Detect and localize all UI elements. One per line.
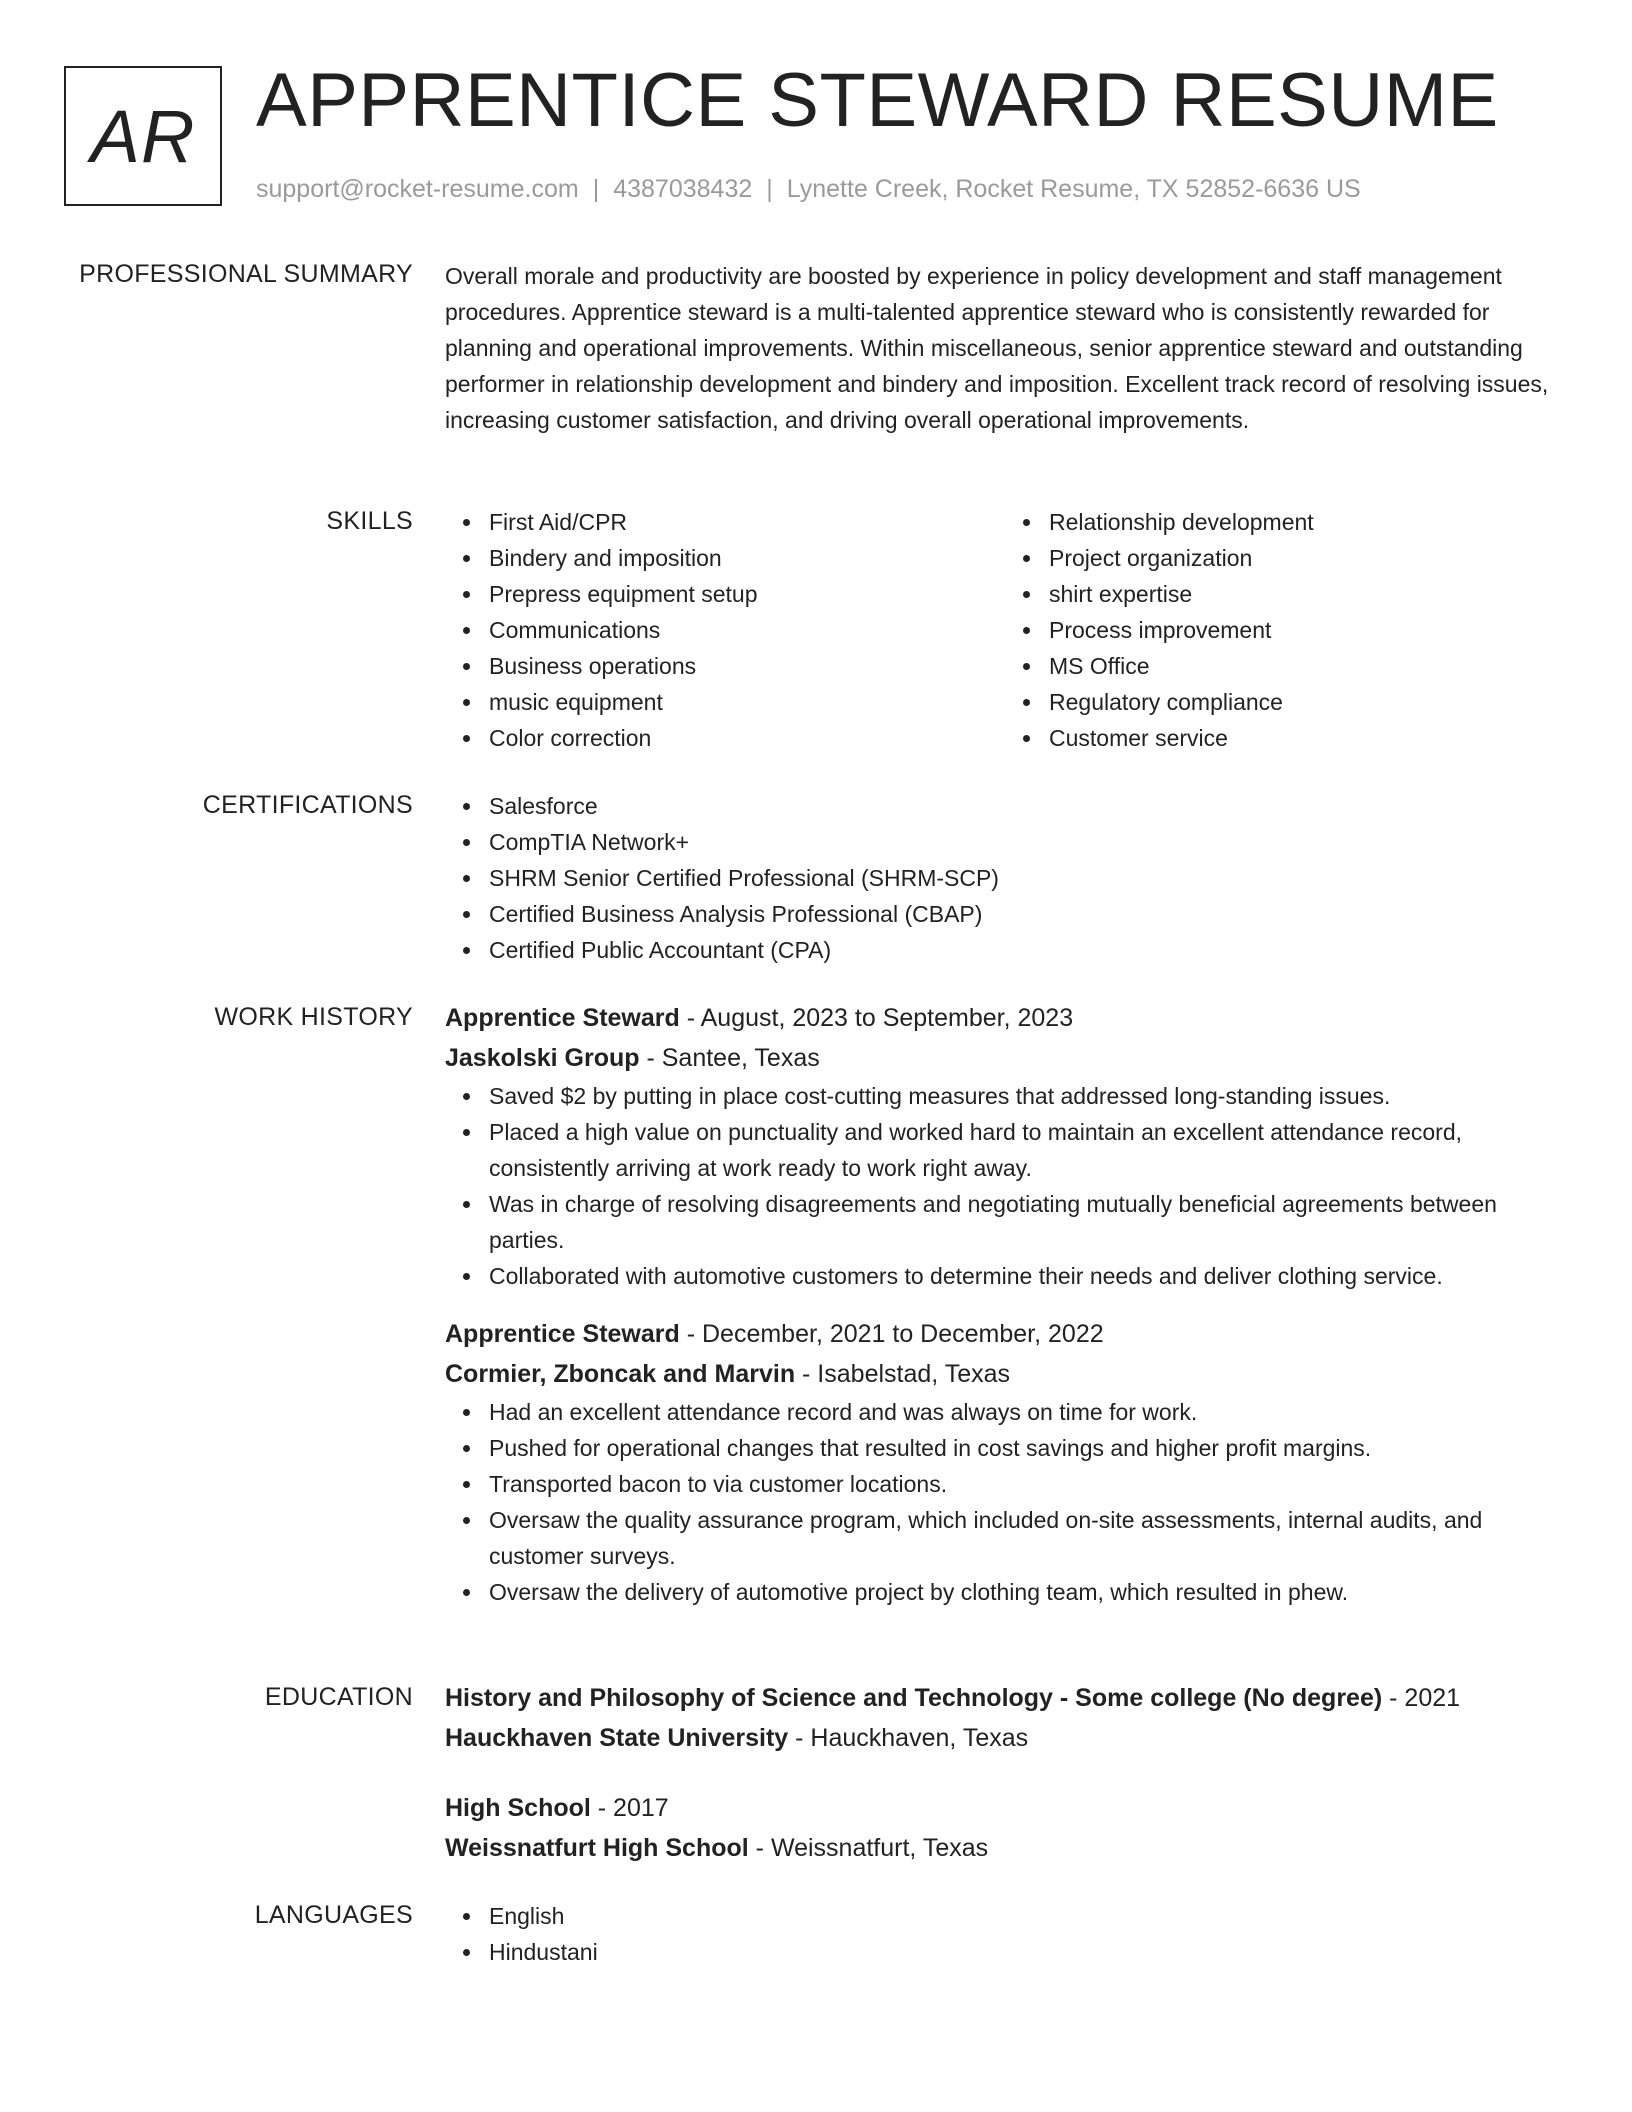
skill-item: Business operations [489,648,1005,684]
job-title-line [445,998,1565,1038]
certification-item: CompTIA Network+ [489,824,1565,860]
job-bullets [445,1078,1565,1294]
job-bullet: Collaborated with automotive customers to determine their needs and deliver clothing service. [489,1258,1565,1294]
contact-phone[interactable]: 4387038432 [613,175,753,203]
language-item: English [489,1898,1565,1934]
contact-separator: | [592,175,600,203]
education-list [445,1678,1565,1868]
job-bullet: Was in charge of resolving disagreements and negotiating mutually beneficial agreements between parties. [489,1186,1565,1258]
skill-item: Process improvement [1049,612,1565,648]
certification-item: Certified Business Analysis Professional (CBAP) [489,896,1565,932]
skills-column-right [1005,504,1565,756]
education-degree-line [445,1678,1565,1718]
section-label: EDUCATION [264,1683,413,1711]
education-entry [445,1678,1565,1758]
job-bullet: Oversaw the delivery of automotive project by clothing team, which resulted in phew. [489,1574,1565,1610]
certification-item: Salesforce [489,788,1565,824]
job-bullet: Saved $2 by putting in place cost-cutting measures that addressed long-standing issues. [489,1078,1565,1114]
job-bullet: Oversaw the quality assurance program, which included on-site assessments, internal audits, and customer surveys. [489,1502,1565,1574]
section-label: SKILLS [326,507,413,535]
skill-item: Customer service [1049,720,1565,756]
section-label: PROFESSIONAL SUMMARY [79,260,413,288]
job-dates: - December, 2021 to December, 2022 [679,1320,1104,1348]
skill-item: Relationship development [1049,504,1565,540]
job-title-line [445,1314,1565,1354]
education-school-line [445,1828,1565,1868]
language-item: Hindustani [489,1934,1565,1970]
monogram-logo [64,66,222,206]
job-bullet: Had an excellent attendance record and was always on time for work. [489,1394,1565,1430]
certification-item: SHRM Senior Certified Professional (SHRM-SCP) [489,860,1565,896]
education-year: - 2021 [1382,1684,1461,1712]
job-bullets [445,1394,1565,1610]
education-location: - Weissnatfurt, Texas [748,1834,989,1862]
job-location: - Santee, Texas [639,1044,820,1072]
job-entry [445,1314,1565,1610]
job-company: Jaskolski Group [445,1044,640,1072]
skill-item: First Aid/CPR [489,504,1005,540]
skills-list [445,504,1565,756]
education-location: - Hauckhaven, Texas [788,1724,1029,1752]
work-history-list [445,998,1565,1610]
skill-item: shirt expertise [1049,576,1565,612]
skills-column-left [445,504,1005,756]
skill-item: Project organization [1049,540,1565,576]
education-degree-line [445,1788,1565,1828]
education-school: Hauckhaven State University [445,1724,789,1752]
job-bullet: Transported bacon to via customer locations. [489,1466,1565,1502]
job-location: - Isabelstad, Texas [795,1360,1011,1388]
summary-text: Overall morale and productivity are boosted by experience in policy development and staff management procedures. Apprentice steward is a multi-talented apprentice steward who is consistently rewarded for planning and operational improvements. Within miscellaneous, senior apprentice steward and outstanding performer in relationship development and bindery and imposition. Excellent track record of resolving issues, increasing customer satisfaction, and driving overall operational improvements. [445,263,1549,433]
job-company-line [445,1354,1565,1394]
job-company-line [445,1038,1565,1078]
certification-item: Certified Public Accountant (CPA) [489,932,1565,968]
monogram-initials: AR [90,94,196,178]
job-entry [445,998,1565,1294]
section-label: WORK HISTORY [214,1003,413,1031]
section-label: LANGUAGES [254,1901,413,1929]
education-year: - 2017 [590,1794,669,1822]
skill-item: Prepress equipment setup [489,576,1005,612]
job-title: Apprentice Steward [445,1320,680,1348]
skill-item: Communications [489,612,1005,648]
certifications-list [445,788,1565,968]
skill-item: Bindery and imposition [489,540,1005,576]
education-degree: High School [445,1794,591,1822]
contact-separator: | [766,175,773,203]
skill-item: Regulatory compliance [1049,684,1565,720]
skill-item: music equipment [489,684,1005,720]
skill-item: Color correction [489,720,1005,756]
education-entry [445,1788,1565,1868]
job-company: Cormier, Zboncak and Marvin [445,1360,796,1388]
job-dates: - August, 2023 to September, 2023 [679,1004,1074,1032]
contact-line [256,173,1361,205]
resume-title: APPRENTICE STEWARD RESUME [256,58,1499,143]
job-bullet: Placed a high value on punctuality and worked hard to maintain an excellent attendance record, consistently arriving at work ready to work right away. [489,1114,1565,1186]
job-bullet: Pushed for operational changes that resulted in cost savings and higher profit margins. [489,1430,1565,1466]
contact-email[interactable]: support@rocket-resume.com [256,175,579,203]
languages-list [445,1898,1565,1970]
skill-item: MS Office [1049,648,1565,684]
section-label: CERTIFICATIONS [202,791,413,819]
contact-address: Lynette Creek, Rocket Resume, TX 52852-6636 US [786,175,1361,203]
education-degree: History and Philosophy of Science and Technology - Some college (No degree) [445,1684,1383,1712]
education-school-line [445,1718,1565,1758]
job-title: Apprentice Steward [445,1004,680,1032]
education-school: Weissnatfurt High School [445,1834,749,1862]
